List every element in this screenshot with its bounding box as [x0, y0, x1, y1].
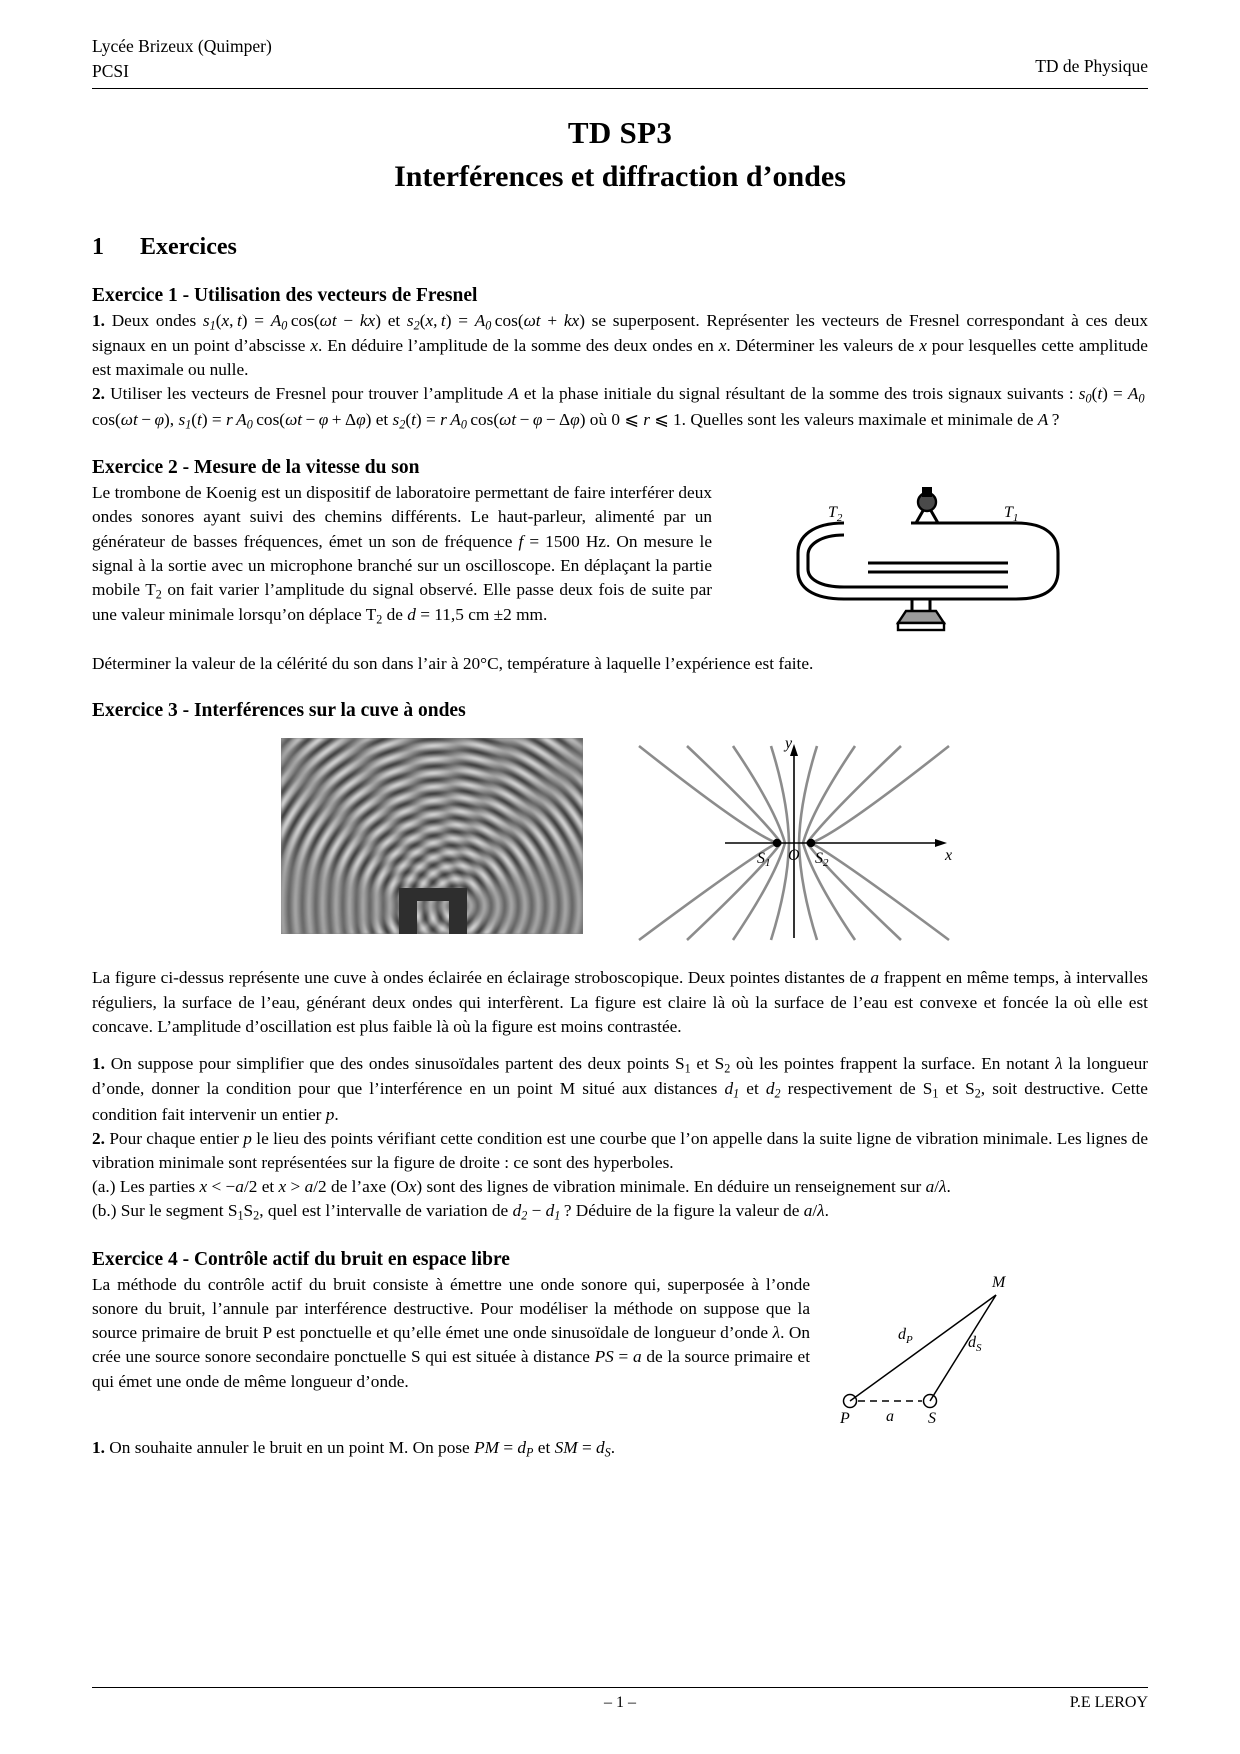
section-label: Exercices: [140, 233, 237, 260]
loudspeaker-cone: [898, 611, 944, 623]
label-s1: S1: [757, 850, 771, 870]
exercise-3-qb: (b.) Sur le segment $S_1S_2$, quel est l’intervalle de variation de $d_2 - d_1$ ? Déduire de la figure la valeur de a/λ.: [92, 1201, 829, 1223]
header-left: [92, 34, 272, 84]
exercise-4-q1: 1. On souhaite annuler le bruit en un point M. On pose PM = $d_P$ et SM = $d_S$.: [92, 1437, 616, 1460]
label-a: a: [886, 1407, 894, 1423]
ex3-q2-number: 2.: [92, 1128, 105, 1148]
trombone-diagram: [716, 487, 1064, 637]
label-ds: $d_S$: [968, 1333, 982, 1354]
point-s1: [773, 839, 781, 847]
ex4-q1-number: 1.: [92, 1437, 105, 1457]
label-t1: $T_1$: [1004, 504, 1019, 525]
school-name: Lycée Brizeux (Quimper): [92, 36, 272, 56]
exercise-2-body-row: [92, 481, 1148, 637]
page-footer: [92, 1687, 1148, 1712]
hyperbola-figure: [629, 738, 959, 948]
section-heading: [92, 234, 1148, 261]
header-right: [1035, 34, 1148, 79]
wave-source-2-field: [281, 738, 583, 934]
exercise-3-figures: [92, 738, 1148, 948]
label-dp: $d_P$: [898, 1325, 913, 1346]
exercise-1-q2: 2. Utiliser les vecteurs de Fresnel pour trouver l’amplitude A et la phase initiale du signal résultant de la somme des trois signaux suivants : $s_0(t) = A_0$ cos(ωt − φ), $s_1(t) = r$ $A_0$ cos(ωt − φ + Δφ) et $s_2(t) = r$ $A_0$ cos(ωt − φ − Δφ) où 0 ⩽ r ⩽ 1. Quelles sont les valeurs maximale et minimale de A ?: [92, 384, 1148, 432]
class-name: PCSI: [92, 60, 129, 81]
wave-fields: [281, 738, 583, 934]
koenig-trombone-figure: [716, 481, 1064, 637]
label-t2: $T_2$: [828, 504, 843, 525]
microphone-stem: [922, 487, 932, 497]
section-number: 1: [92, 233, 104, 260]
x-axis-arrow: [935, 839, 947, 847]
page-header: [92, 34, 1148, 84]
label-origin: O: [788, 847, 800, 865]
exercise-2-after-text: Déterminer la valeur de la célérité du son dans l’air à 20°C, température à laquelle l’expérience est faite.: [92, 654, 814, 674]
exercise-3-q1: 1. On suppose pour simplifier que des ondes sinusoïdales partent des deux points $S_1$ et $S_2$ où les pointes frappent la surface. En notant λ la longueur d’onde, donner la condition pour que l’interférence en un point M situé aux distances $d_1$ et $d_2$ respectivement de $S_1$ et $S_2$, soit destructive. Cette condition fait intervenir un entier p.: [92, 1053, 1148, 1124]
q1-number: 1.: [92, 310, 105, 330]
loudspeaker-base: [898, 623, 944, 630]
pms-triangle-diagram: [810, 1273, 1060, 1423]
footer-rule: [92, 1687, 1148, 1688]
ex3-q1-number: 1.: [92, 1053, 105, 1073]
document-type: TD de Physique: [1035, 56, 1148, 76]
exercise-4-heading: Exercice 4 - Contrôle actif du bruit en espace libre: [92, 1248, 510, 1270]
segment-sm: [930, 1295, 996, 1401]
minimal-vibration-lines-diagram: [629, 738, 959, 948]
exercise-3-caption: La figure ci-dessus représente une cuve à ondes éclairée en éclairage stroboscopique. Deux pointes distantes de a frappent en même temps, à intervalles réguliers, la surface de l’eau, générant deux ondes qui interfèrent. La figure est claire là où la surface de l’eau est convexe et foncée la où elle est concave. L’amplitude d’oscillation est plus faible là où la figure est moins contrastée.: [92, 968, 1148, 1036]
footer-page-number: – 1 –: [604, 1694, 636, 1711]
exercise-2-heading: Exercice 2 - Mesure de la vitesse du son: [92, 457, 420, 479]
ripple-interference-pattern: [281, 738, 583, 934]
exercise-4-text: La méthode du contrôle actif du bruit consiste à émettre une onde sonore qui, superposée à l’onde sonore du bruit, l’annule par interférence destructive. Pour modéliser la méthode on suppose que la source primaire de bruit P est ponctuelle et qu’elle émet une onde sinusoïdale de longueur d’onde λ. On crée une source sonore secondaire ponctuelle S qui est située à distance PS = a de la source primaire et qui émet une onde de même longueur d’onde.: [92, 1274, 811, 1391]
label-x-axis: x: [945, 847, 953, 865]
label-y-axis: y: [785, 738, 793, 753]
exercise-3-q2: 2. Pour chaque entier p le lieu des points vérifiant cette condition est une courbe que l’on appelle dans la suite ligne de vibration minimale. Les lignes de vibration minimale sont représentées sur la figure de droite : ce sont des hyperboles.: [92, 1128, 1148, 1173]
ripple-tank-photo: [281, 738, 583, 934]
exercise-3-heading: Exercice 3 - Interférences sur la cuve à ondes: [92, 700, 466, 722]
exercise-1-heading: Exercice 1 - Utilisation des vecteurs de Fresnel: [92, 284, 478, 306]
footer-row: [92, 1694, 1148, 1712]
label-s: S: [928, 1409, 936, 1423]
active-noise-control-figure: [810, 1273, 1060, 1423]
label-m: M: [992, 1273, 1006, 1291]
trombone-inner-tube: [808, 535, 1008, 587]
footer-author: P.E LEROY: [1069, 1694, 1148, 1711]
label-p: P: [840, 1409, 850, 1423]
vibrator-bar: [399, 888, 467, 898]
point-s2: [807, 839, 815, 847]
label-s2: S2: [815, 850, 829, 870]
document-subtitle: Interférences et diffraction d’ondes: [394, 159, 846, 193]
exercise-1-q1: 1. Deux ondes $s_1(x$, $t) = A_0$ cos(ωt − kx) et $s_2(x$, $t) = A_0$ cos(ωt + kx) se superposent. Représenter les vecteurs de Fresnel correspondant à ces deux signaux en un point d’abscisse x. En déduire l’amplitude de la somme des deux ondes en x. Déterminer les valeurs de x pour lesquelles cette amplitude est maximale ou nulle.: [92, 310, 1148, 380]
document-title: TD SP3: [567, 114, 673, 150]
exercise-2-text: Le trombone de Koenig est un dispositif de laboratoire permettant de faire interférer deux ondes sonores ayant suivi des chemins différents. Le haut-parleur, alimenté par un générateur de basses fréquences, émet un son de fréquence f = 1500 Hz. On mesure le signal à la sortie avec un microphone branché sur un oscilloscope. En déplaçant la partie mobile $T_2$ on fait varier l’amplitude du signal observé. Elle passe deux fois de suite par une valeur minimale lorsqu’on déplace $T_2$ de d = 11,5 cm ±2 mm.: [92, 483, 712, 627]
exercise-4-body-row: [92, 1273, 1148, 1423]
header-rule: [92, 88, 1148, 89]
q2-number: 2.: [92, 384, 105, 404]
exercise-3-qa: (a.) Les parties x < −a/2 et x > a/2 de l’axe (Ox) sont des lignes de vibration minimale. En déduire un renseignement sur a/λ.: [92, 1177, 951, 1197]
